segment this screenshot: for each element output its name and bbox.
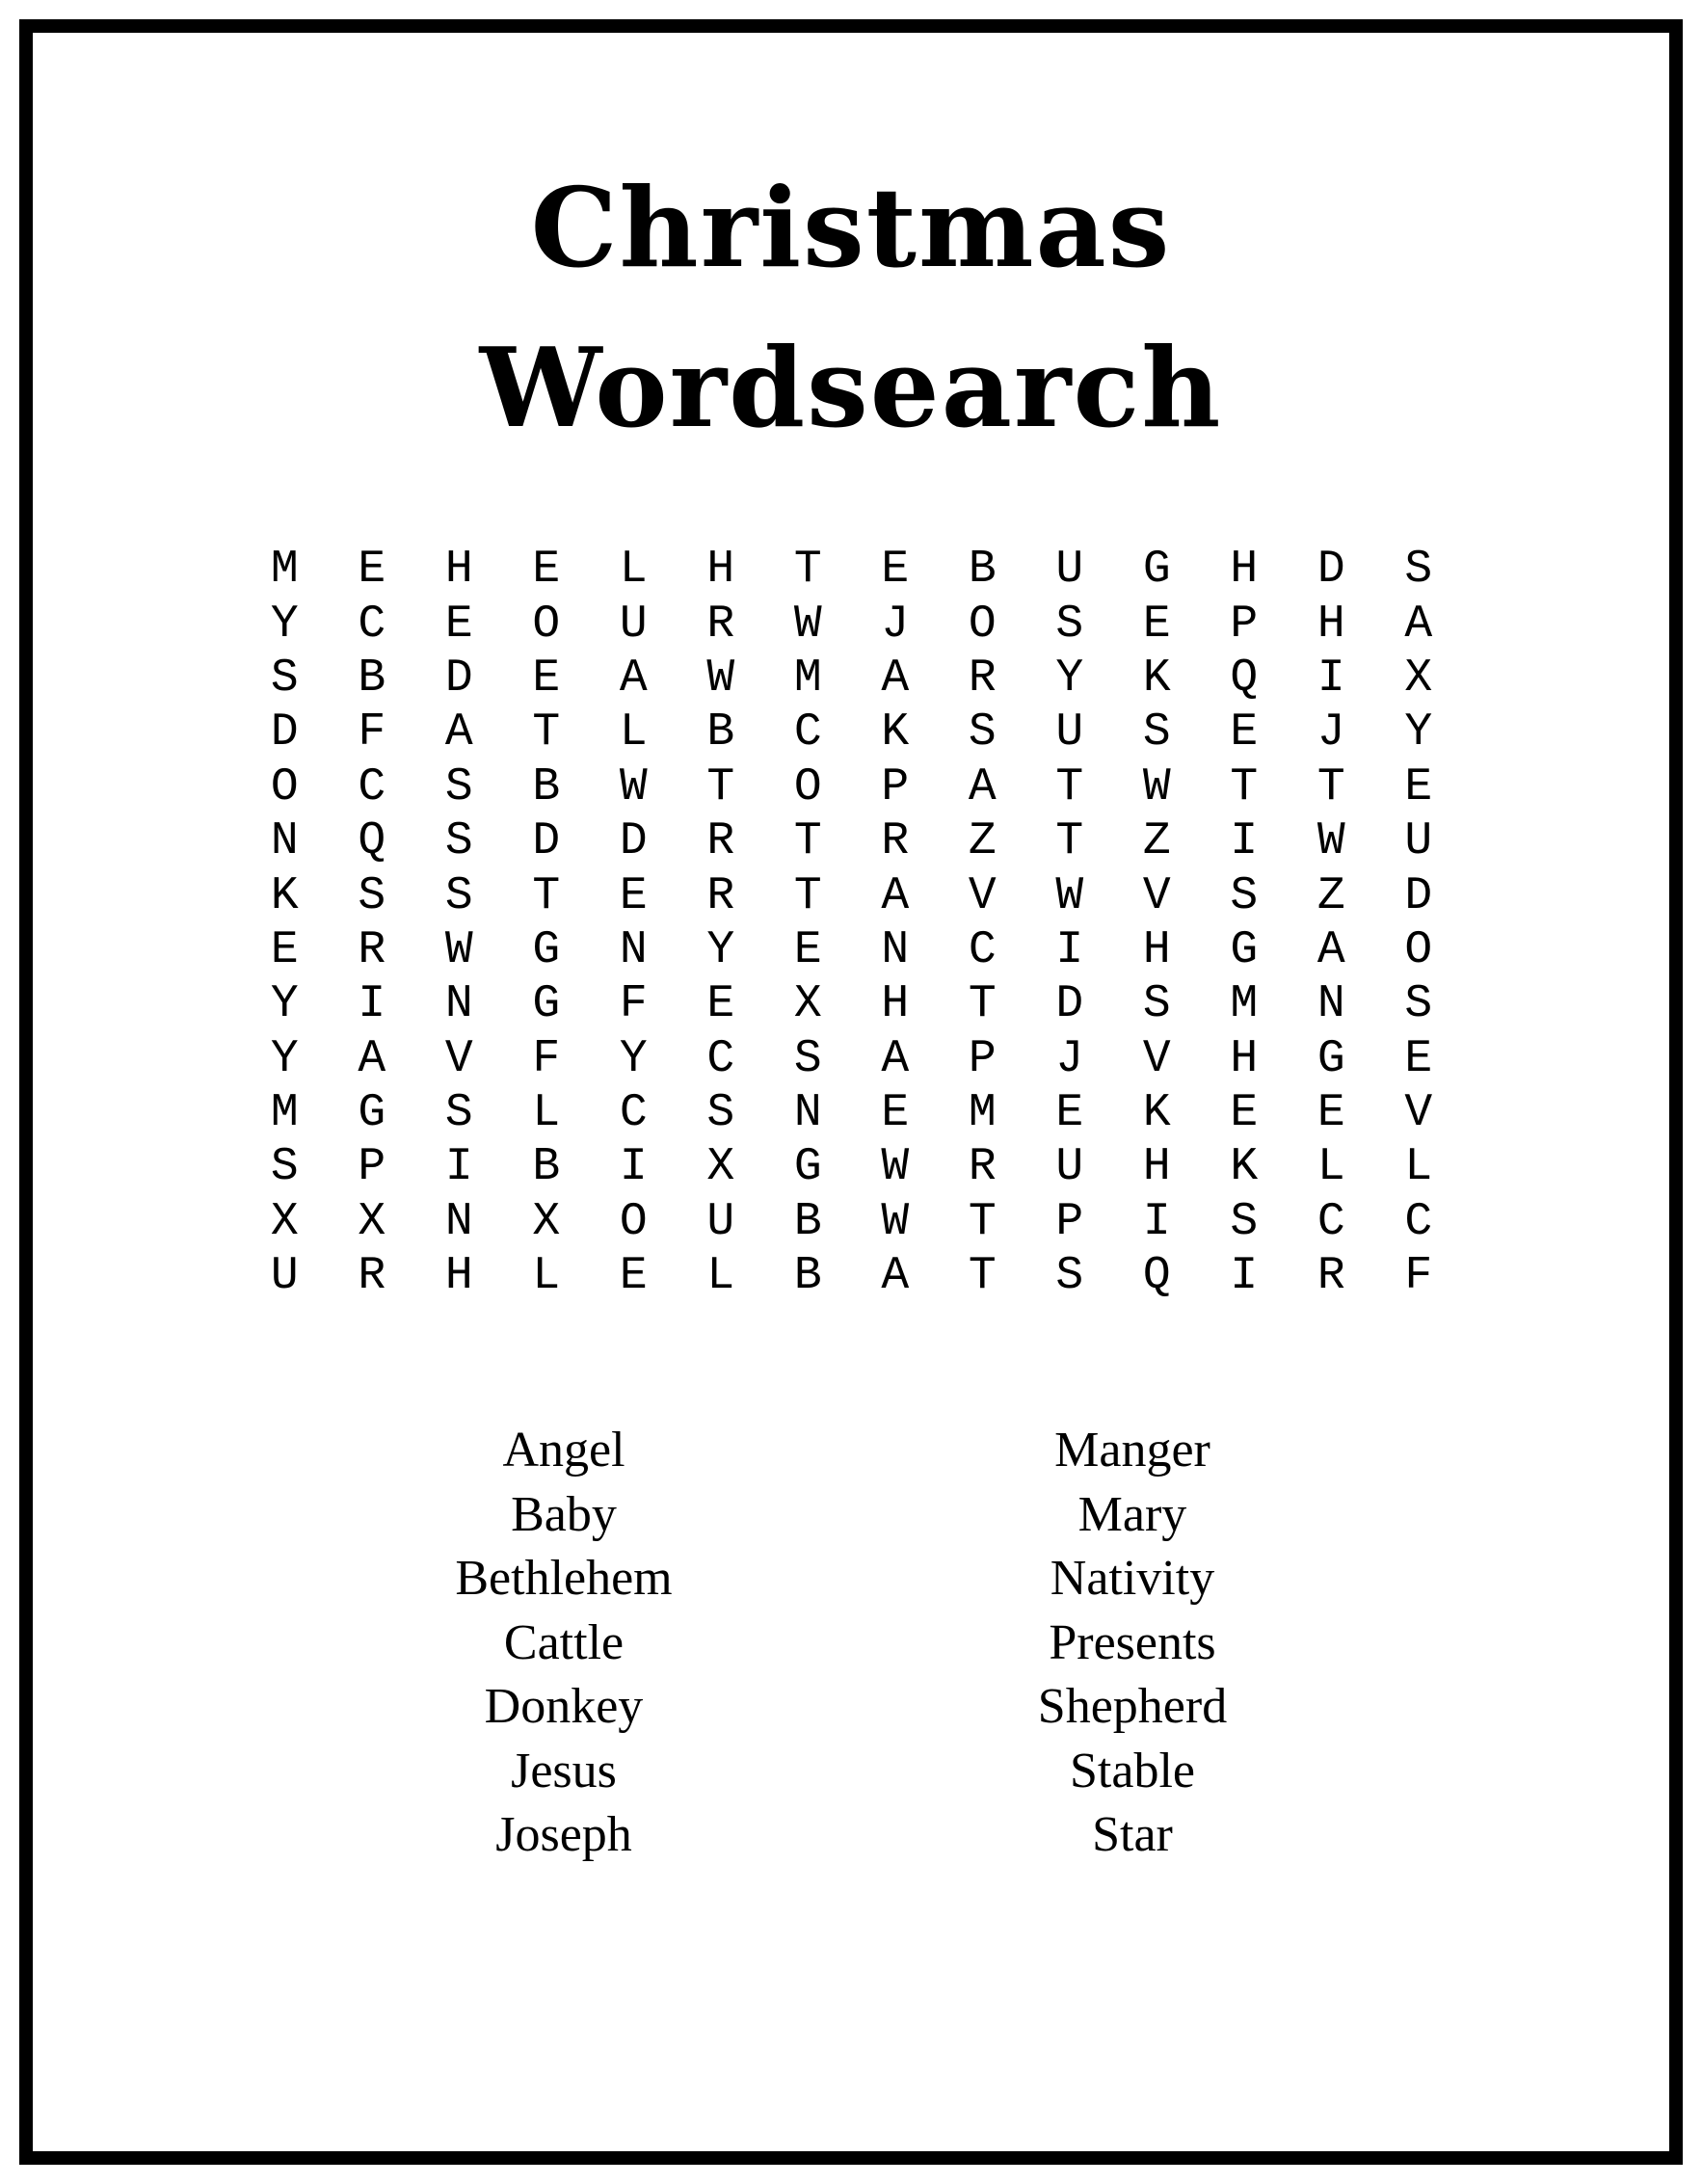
grid-cell: U xyxy=(270,1250,299,1303)
grid-cell: U xyxy=(1404,815,1433,868)
wordsearch-letter-grid xyxy=(241,543,1462,1303)
grid-cell: O xyxy=(968,598,997,651)
grid-cell: N xyxy=(444,1195,473,1248)
grid-cell: H xyxy=(444,544,473,597)
grid-cell: N xyxy=(793,1087,822,1140)
grid-cell: C xyxy=(358,598,386,651)
grid-cell: S xyxy=(270,652,299,705)
grid-cell: E xyxy=(1055,1087,1084,1140)
grid-cell: U xyxy=(1055,706,1084,759)
grid-cell: C xyxy=(358,760,386,813)
grid-cell: W xyxy=(793,598,822,651)
grid-cell: D xyxy=(1055,978,1084,1031)
grid-cell: G xyxy=(1230,923,1259,976)
grid-cell: W xyxy=(881,1141,910,1194)
grid-cell: E xyxy=(1142,598,1171,651)
grid-cell: E xyxy=(881,1087,910,1140)
grid-cell: T xyxy=(706,760,735,813)
grid-cell: T xyxy=(532,706,561,759)
word-item: Star xyxy=(1092,1807,1173,1862)
grid-cell: E xyxy=(619,869,648,922)
grid-cell: N xyxy=(444,978,473,1031)
grid-cell: A xyxy=(968,760,997,813)
grid-cell: E xyxy=(532,652,561,705)
word-item: Shepherd xyxy=(1037,1679,1228,1734)
grid-cell: Y xyxy=(1404,706,1433,759)
grid-cell: R xyxy=(706,869,735,922)
word-list-right xyxy=(891,1419,1373,1868)
grid-cell: C xyxy=(1404,1195,1433,1248)
grid-cell: H xyxy=(881,978,910,1031)
word-item: Joseph xyxy=(495,1807,632,1862)
grid-cell: E xyxy=(270,923,299,976)
grid-cell: W xyxy=(1055,869,1084,922)
grid-cell: Y xyxy=(1055,652,1084,705)
grid-cell: R xyxy=(358,1250,386,1303)
grid-cell: R xyxy=(881,815,910,868)
grid-cell: I xyxy=(1316,652,1345,705)
grid-cell: G xyxy=(1142,544,1171,597)
grid-cell: I xyxy=(1230,815,1259,868)
grid-cell: X xyxy=(793,978,822,1031)
grid-cell: S xyxy=(444,815,473,868)
grid-cell: K xyxy=(1230,1141,1259,1194)
grid-cell: Y xyxy=(270,1032,299,1085)
grid-cell: T xyxy=(1230,760,1259,813)
grid-cell: M xyxy=(968,1087,997,1140)
grid-cell: L xyxy=(619,544,648,597)
grid-cell: I xyxy=(444,1141,473,1194)
grid-cell: O xyxy=(532,598,561,651)
grid-cell: E xyxy=(444,598,473,651)
grid-cell: R xyxy=(1316,1250,1345,1303)
grid-cell: H xyxy=(1230,544,1259,597)
grid-cell: R xyxy=(968,652,997,705)
grid-cell: W xyxy=(1142,760,1171,813)
grid-cell: S xyxy=(358,869,386,922)
grid-cell: S xyxy=(1142,978,1171,1031)
grid-cell: S xyxy=(793,1032,822,1085)
word-item: Donkey xyxy=(484,1679,644,1734)
grid-cell: I xyxy=(1230,1250,1259,1303)
word-item: Mary xyxy=(1077,1486,1187,1542)
grid-cell: S xyxy=(1142,706,1171,759)
grid-cell: U xyxy=(619,598,648,651)
grid-cell: U xyxy=(1055,544,1084,597)
grid-cell: I xyxy=(358,978,386,1031)
grid-cell: Y xyxy=(706,923,735,976)
grid-cell: O xyxy=(270,760,299,813)
grid-cell: P xyxy=(358,1141,386,1194)
grid-cell: A xyxy=(358,1032,386,1085)
grid-cell: G xyxy=(532,923,561,976)
grid-cell: A xyxy=(881,652,910,705)
grid-cell: D xyxy=(270,706,299,759)
grid-cell: B xyxy=(706,706,735,759)
grid-cell: G xyxy=(532,978,561,1031)
grid-cell: Z xyxy=(1316,869,1345,922)
grid-cell: U xyxy=(1055,1141,1084,1194)
grid-cell: E xyxy=(1230,706,1259,759)
grid-cell: P xyxy=(1230,598,1259,651)
grid-cell: V xyxy=(1142,1032,1171,1085)
grid-cell: C xyxy=(968,923,997,976)
grid-cell: B xyxy=(793,1250,822,1303)
grid-cell: Y xyxy=(270,598,299,651)
grid-cell: A xyxy=(444,706,473,759)
grid-cell: B xyxy=(532,1141,561,1194)
grid-cell: W xyxy=(444,923,473,976)
grid-cell: F xyxy=(1404,1250,1433,1303)
grid-cell: Y xyxy=(270,978,299,1031)
word-list-left xyxy=(323,1419,805,1868)
grid-cell: G xyxy=(358,1087,386,1140)
grid-cell: S xyxy=(444,869,473,922)
grid-cell: A xyxy=(1404,598,1433,651)
grid-cell: A xyxy=(619,652,648,705)
grid-cell: N xyxy=(881,923,910,976)
grid-cell: R xyxy=(706,815,735,868)
grid-cell: N xyxy=(1316,978,1345,1031)
grid-cell: X xyxy=(270,1195,299,1248)
grid-cell: O xyxy=(793,760,822,813)
grid-cell: H xyxy=(1230,1032,1259,1085)
word-item: Baby xyxy=(511,1486,617,1542)
grid-cell: S xyxy=(1404,978,1433,1031)
grid-cell: U xyxy=(706,1195,735,1248)
grid-cell: B xyxy=(532,760,561,813)
grid-cell: T xyxy=(1055,760,1084,813)
grid-cell: M xyxy=(1230,978,1259,1031)
grid-cell: S xyxy=(706,1087,735,1140)
word-item: Presents xyxy=(1049,1614,1216,1670)
grid-cell: T xyxy=(968,1250,997,1303)
grid-cell: S xyxy=(1230,1195,1259,1248)
grid-cell: E xyxy=(1404,1032,1433,1085)
word-item: Manger xyxy=(1054,1423,1210,1478)
grid-cell: E xyxy=(1404,760,1433,813)
grid-cell: R xyxy=(968,1141,997,1194)
grid-cell: K xyxy=(881,706,910,759)
grid-cell: E xyxy=(1316,1087,1345,1140)
grid-cell: L xyxy=(706,1250,735,1303)
grid-cell: D xyxy=(1316,544,1345,597)
grid-cell: T xyxy=(1316,760,1345,813)
grid-cell: G xyxy=(1316,1032,1345,1085)
word-item: Bethlehem xyxy=(455,1551,673,1606)
grid-cell: M xyxy=(270,544,299,597)
grid-cell: E xyxy=(358,544,386,597)
grid-cell: R xyxy=(358,923,386,976)
grid-cell: L xyxy=(1404,1141,1433,1194)
grid-cell: W xyxy=(1316,815,1345,868)
grid-cell: L xyxy=(532,1250,561,1303)
grid-cell: Z xyxy=(1142,815,1171,868)
grid-cell: Q xyxy=(1142,1250,1171,1303)
grid-cell: V xyxy=(1142,869,1171,922)
grid-cell: S xyxy=(968,706,997,759)
grid-cell: H xyxy=(706,544,735,597)
grid-cell: X xyxy=(358,1195,386,1248)
grid-cell: J xyxy=(1055,1032,1084,1085)
grid-cell: T xyxy=(793,815,822,868)
grid-cell: J xyxy=(1316,706,1345,759)
grid-cell: C xyxy=(793,706,822,759)
page-title-line-1: Christmas xyxy=(530,164,1172,292)
grid-cell: C xyxy=(706,1032,735,1085)
grid-cell: B xyxy=(358,652,386,705)
grid-cell: E xyxy=(619,1250,648,1303)
grid-cell: B xyxy=(793,1195,822,1248)
grid-cell: P xyxy=(1055,1195,1084,1248)
grid-cell: J xyxy=(881,598,910,651)
grid-cell: V xyxy=(968,869,997,922)
grid-cell: C xyxy=(1316,1195,1345,1248)
grid-cell: S xyxy=(444,760,473,813)
grid-cell: G xyxy=(793,1141,822,1194)
grid-cell: T xyxy=(793,869,822,922)
grid-cell: L xyxy=(619,706,648,759)
grid-cell: V xyxy=(444,1032,473,1085)
grid-cell: E xyxy=(532,544,561,597)
page-title-line-2: Wordsearch xyxy=(479,324,1223,452)
grid-cell: X xyxy=(1404,652,1433,705)
grid-cell: I xyxy=(1055,923,1084,976)
grid-cell: P xyxy=(881,760,910,813)
grid-cell: I xyxy=(619,1141,648,1194)
grid-cell: A xyxy=(1316,923,1345,976)
grid-cell: V xyxy=(1404,1087,1433,1140)
grid-cell: S xyxy=(1055,598,1084,651)
grid-cell: K xyxy=(1142,1087,1171,1140)
word-item: Angel xyxy=(502,1423,625,1478)
grid-cell: B xyxy=(968,544,997,597)
grid-cell: S xyxy=(1230,869,1259,922)
grid-cell: D xyxy=(532,815,561,868)
word-item: Stable xyxy=(1070,1743,1195,1798)
word-item: Cattle xyxy=(503,1614,625,1670)
grid-cell: Y xyxy=(619,1032,648,1085)
grid-cell: Z xyxy=(968,815,997,868)
grid-cell: W xyxy=(706,652,735,705)
grid-cell: T xyxy=(532,869,561,922)
word-item: Nativity xyxy=(1050,1551,1215,1606)
grid-cell: O xyxy=(1404,923,1433,976)
grid-cell: A xyxy=(881,1032,910,1085)
grid-cell: M xyxy=(270,1087,299,1140)
word-item: Jesus xyxy=(511,1743,617,1798)
grid-cell: T xyxy=(968,1195,997,1248)
grid-cell: E xyxy=(881,544,910,597)
grid-cell: M xyxy=(793,652,822,705)
grid-cell: A xyxy=(881,1250,910,1303)
grid-cell: P xyxy=(968,1032,997,1085)
grid-cell: I xyxy=(1142,1195,1171,1248)
grid-cell: E xyxy=(706,978,735,1031)
grid-cell: Q xyxy=(358,815,386,868)
grid-cell: F xyxy=(619,978,648,1031)
grid-cell: F xyxy=(532,1032,561,1085)
grid-cell: O xyxy=(619,1195,648,1248)
grid-cell: T xyxy=(968,978,997,1031)
grid-cell: T xyxy=(1055,815,1084,868)
grid-cell: D xyxy=(1404,869,1433,922)
grid-cell: Q xyxy=(1230,652,1259,705)
grid-cell: H xyxy=(1316,598,1345,651)
grid-cell: F xyxy=(358,706,386,759)
grid-cell: S xyxy=(270,1141,299,1194)
grid-cell: K xyxy=(1142,652,1171,705)
grid-cell: A xyxy=(881,869,910,922)
grid-cell: W xyxy=(619,760,648,813)
grid-cell: K xyxy=(270,869,299,922)
grid-cell: N xyxy=(270,815,299,868)
grid-cell: S xyxy=(1404,544,1433,597)
grid-cell: D xyxy=(444,652,473,705)
grid-cell: W xyxy=(881,1195,910,1248)
grid-cell: T xyxy=(793,544,822,597)
grid-cell: E xyxy=(1230,1087,1259,1140)
grid-cell: X xyxy=(706,1141,735,1194)
grid-cell: S xyxy=(444,1087,473,1140)
grid-cell: R xyxy=(706,598,735,651)
grid-cell: L xyxy=(1316,1141,1345,1194)
grid-cell: H xyxy=(1142,923,1171,976)
grid-cell: E xyxy=(793,923,822,976)
grid-cell: S xyxy=(1055,1250,1084,1303)
grid-cell: C xyxy=(619,1087,648,1140)
grid-cell: H xyxy=(444,1250,473,1303)
grid-cell: H xyxy=(1142,1141,1171,1194)
grid-cell: X xyxy=(532,1195,561,1248)
grid-cell: N xyxy=(619,923,648,976)
grid-cell: D xyxy=(619,815,648,868)
grid-cell: L xyxy=(532,1087,561,1140)
